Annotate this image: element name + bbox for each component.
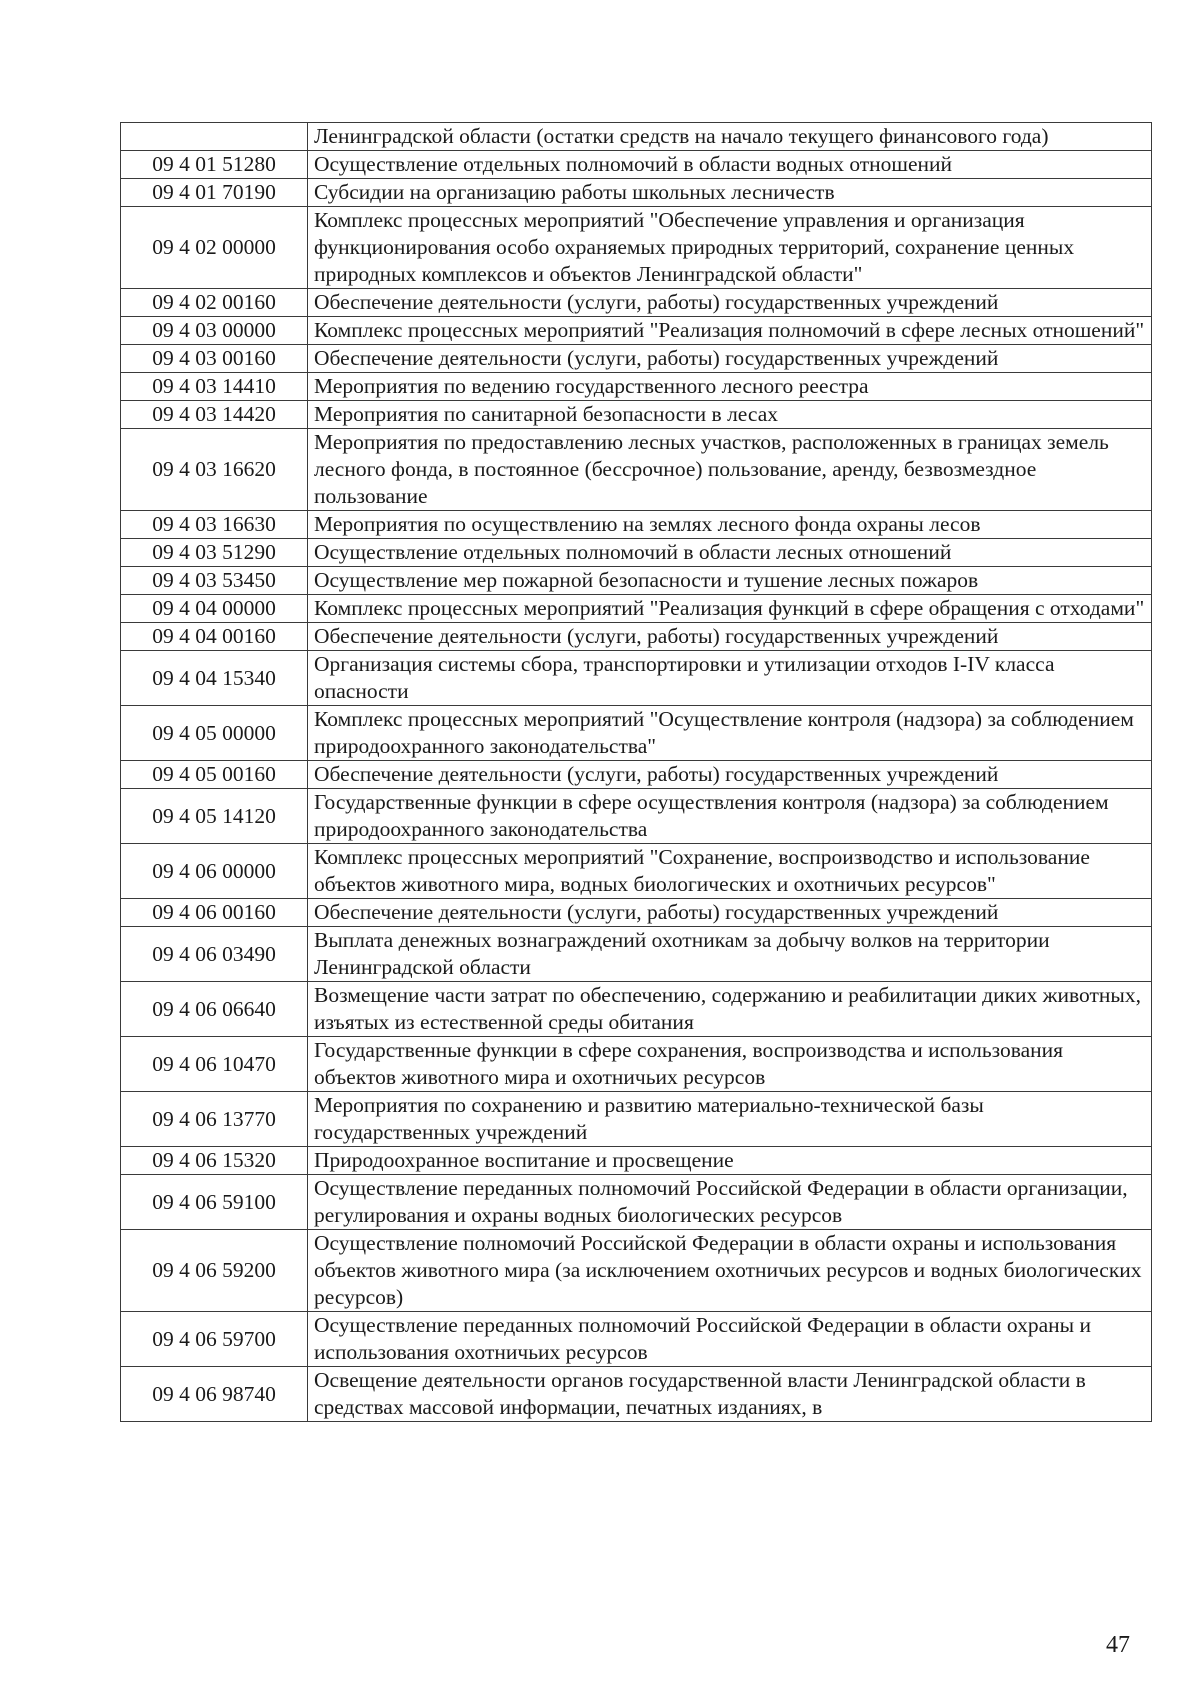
budget-code-cell: 09 4 06 13770 (121, 1092, 308, 1147)
description-cell: Осуществление мер пожарной безопасности и тушение лесных пожаров (308, 567, 1152, 595)
description-cell: Мероприятия по сохранению и развитию материально-технической базы государственных учреждений (308, 1092, 1152, 1147)
description-cell: Обеспечение деятельности (услуги, работы) государственных учреждений (308, 289, 1152, 317)
budget-code-cell: 09 4 05 14120 (121, 789, 308, 844)
description-cell: Организация системы сбора, транспортировки и утилизации отходов I-IV класса опасности (308, 651, 1152, 706)
table-row (121, 789, 1152, 844)
budget-code-cell: 09 4 04 00160 (121, 623, 308, 651)
table-row (121, 595, 1152, 623)
table-row (121, 844, 1152, 899)
table-row (121, 1312, 1152, 1367)
budget-code-cell: 09 4 05 00160 (121, 761, 308, 789)
description-cell: Осуществление переданных полномочий Российской Федерации в области организации, регулирования и охраны водных биологических ресурсов (308, 1175, 1152, 1230)
budget-code-cell (121, 123, 308, 151)
table-row (121, 207, 1152, 289)
table-row (121, 373, 1152, 401)
table-row (121, 982, 1152, 1037)
table-row (121, 401, 1152, 429)
budget-code-cell: 09 4 06 59100 (121, 1175, 308, 1230)
budget-code-cell: 09 4 06 00000 (121, 844, 308, 899)
description-cell: Мероприятия по осуществлению на землях лесного фонда охраны лесов (308, 511, 1152, 539)
budget-code-cell: 09 4 03 51290 (121, 539, 308, 567)
budget-code-cell: 09 4 03 16620 (121, 429, 308, 511)
budget-code-cell: 09 4 06 10470 (121, 1037, 308, 1092)
table-row (121, 761, 1152, 789)
table-row (121, 1092, 1152, 1147)
description-cell: Комплекс процессных мероприятий "Обеспечение управления и организация функционирования особо охраняемых природных территорий, сохранение ценных природных комплексов и объектов Ленинградской области" (308, 207, 1152, 289)
table-row (121, 567, 1152, 595)
budget-code-cell: 09 4 03 14420 (121, 401, 308, 429)
table-body (121, 123, 1152, 1422)
description-cell: Комплекс процессных мероприятий "Реализация полномочий в сфере лесных отношений" (308, 317, 1152, 345)
description-cell: Комплекс процессных мероприятий "Реализация функций в сфере обращения с отходами" (308, 595, 1152, 623)
table-row (121, 1367, 1152, 1422)
budget-code-table (120, 122, 1152, 1422)
description-cell: Осуществление полномочий Российской Федерации в области охраны и использования объектов животного мира (за исключением охотничьих ресурсов и водных биологических ресурсов) (308, 1230, 1152, 1312)
description-cell: Обеспечение деятельности (услуги, работы) государственных учреждений (308, 761, 1152, 789)
budget-code-cell: 09 4 06 03490 (121, 927, 308, 982)
budget-code-cell: 09 4 04 00000 (121, 595, 308, 623)
description-cell: Государственные функции в сфере сохранения, воспроизводства и использования объектов животного мира и охотничьих ресурсов (308, 1037, 1152, 1092)
table-row (121, 539, 1152, 567)
budget-code-cell: 09 4 05 00000 (121, 706, 308, 761)
description-cell: Осуществление переданных полномочий Российской Федерации в области охраны и использования охотничьих ресурсов (308, 1312, 1152, 1367)
table-row (121, 1230, 1152, 1312)
budget-code-cell: 09 4 02 00160 (121, 289, 308, 317)
page-number: 47 (1106, 1632, 1130, 1658)
table-row (121, 179, 1152, 207)
description-cell: Комплекс процессных мероприятий "Осуществление контроля (надзора) за соблюдением природоохранного законодательства" (308, 706, 1152, 761)
description-cell: Ленинградской области (остатки средств на начало текущего финансового года) (308, 123, 1152, 151)
table-row (121, 123, 1152, 151)
budget-code-cell: 09 4 01 51280 (121, 151, 308, 179)
table-row (121, 706, 1152, 761)
table-row (121, 651, 1152, 706)
table-row (121, 151, 1152, 179)
description-cell: Освещение деятельности органов государственной власти Ленинградской области в средствах массовой информации, печатных изданиях, в (308, 1367, 1152, 1422)
table-row (121, 429, 1152, 511)
table-row (121, 1175, 1152, 1230)
table-row (121, 1147, 1152, 1175)
description-cell: Государственные функции в сфере осуществления контроля (надзора) за соблюдением природоохранного законодательства (308, 789, 1152, 844)
table-row (121, 289, 1152, 317)
budget-code-cell: 09 4 03 00160 (121, 345, 308, 373)
budget-code-cell: 09 4 03 00000 (121, 317, 308, 345)
description-cell: Мероприятия по предоставлению лесных участков, расположенных в границах земель лесного фонда, в постоянное (бессрочное) пользование, аренду, безвозмездное пользование (308, 429, 1152, 511)
budget-code-cell: 09 4 04 15340 (121, 651, 308, 706)
description-cell: Субсидии на организацию работы школьных лесничеств (308, 179, 1152, 207)
description-cell: Мероприятия по ведению государственного лесного реестра (308, 373, 1152, 401)
description-cell: Мероприятия по санитарной безопасности в лесах (308, 401, 1152, 429)
description-cell: Комплекс процессных мероприятий "Сохранение, воспроизводство и использование объектов животного мира, водных биологических и охотничьих ресурсов" (308, 844, 1152, 899)
budget-code-cell: 09 4 06 06640 (121, 982, 308, 1037)
budget-code-cell: 09 4 06 00160 (121, 899, 308, 927)
table-row (121, 1037, 1152, 1092)
budget-code-cell: 09 4 03 14410 (121, 373, 308, 401)
budget-code-cell: 09 4 06 98740 (121, 1367, 308, 1422)
description-cell: Обеспечение деятельности (услуги, работы) государственных учреждений (308, 345, 1152, 373)
budget-code-cell: 09 4 06 15320 (121, 1147, 308, 1175)
table-row (121, 317, 1152, 345)
budget-code-cell: 09 4 03 16630 (121, 511, 308, 539)
description-cell: Осуществление отдельных полномочий в области водных отношений (308, 151, 1152, 179)
description-cell: Природоохранное воспитание и просвещение (308, 1147, 1152, 1175)
table-row (121, 927, 1152, 982)
description-cell: Обеспечение деятельности (услуги, работы) государственных учреждений (308, 899, 1152, 927)
table-row (121, 345, 1152, 373)
table-row (121, 899, 1152, 927)
description-cell: Осуществление отдельных полномочий в области лесных отношений (308, 539, 1152, 567)
budget-code-cell: 09 4 01 70190 (121, 179, 308, 207)
budget-code-cell: 09 4 03 53450 (121, 567, 308, 595)
description-cell: Обеспечение деятельности (услуги, работы) государственных учреждений (308, 623, 1152, 651)
table-row (121, 623, 1152, 651)
budget-code-cell: 09 4 06 59200 (121, 1230, 308, 1312)
description-cell: Выплата денежных вознаграждений охотникам за добычу волков на территории Ленинградской области (308, 927, 1152, 982)
description-cell: Возмещение части затрат по обеспечению, содержанию и реабилитации диких животных, изъятых из естественной среды обитания (308, 982, 1152, 1037)
table-row (121, 511, 1152, 539)
budget-code-cell: 09 4 02 00000 (121, 207, 308, 289)
budget-code-cell: 09 4 06 59700 (121, 1312, 308, 1367)
